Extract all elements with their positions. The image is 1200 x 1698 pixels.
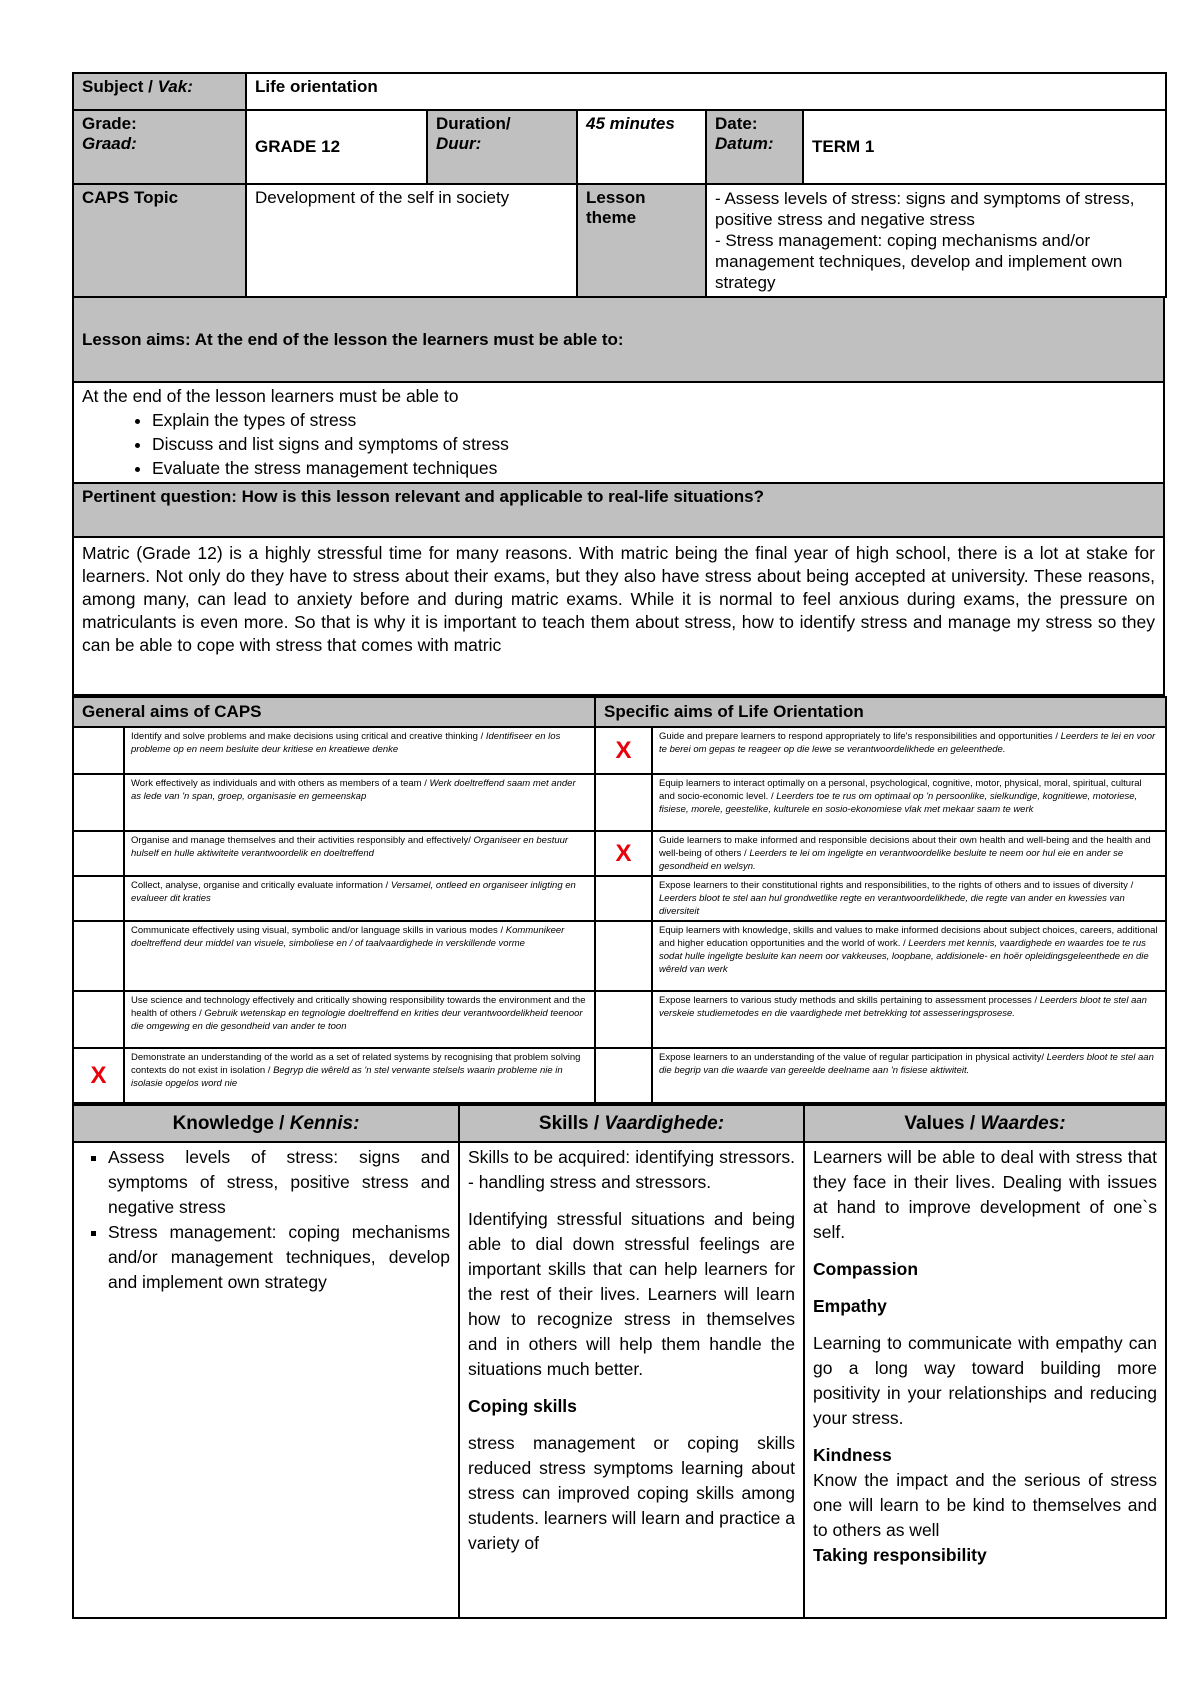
specific-aim-text: Equip learners to interact optimally on a personal, psychological, cognitive, motor, physical, moral, spiritual, cultural and socio-economic level. / Leerders toe te rus om optimaal op 'n persoonlike, sielkundige, kognitiewe, motoriese, fisiese, morele, geestelike, kulturele en sosio-ekonomiese vlak met mekaar saam te werk: [652, 774, 1166, 831]
general-aim-text: Collect, analyse, organise and critically evaluate information / Versamel, ontleed en organiseer inligting en evalueer dit kraties: [124, 876, 595, 921]
list-item: • Discuss and list signs and symptoms of stress: [152, 432, 1155, 456]
table-row: [73, 921, 1166, 991]
general-aim-mark: X: [73, 1048, 124, 1103]
table-row: [73, 1048, 1166, 1103]
specific-aim-mark: X: [595, 831, 652, 876]
duration-label-cell: Duration/ Duur:: [427, 110, 577, 184]
lesson-aims-heading: Lesson aims: At the end of the lesson the learners must be able to:: [73, 298, 1164, 382]
general-aim-text: Demonstrate an understanding of the world as a set of related systems by recognising that problem solving contexts do not exist in isolation / Begryp die wêreld as 'n stel verwante stelsels waarin probleme nie in isolasie opgelos word nie: [124, 1048, 595, 1103]
specific-aim-mark: [595, 1048, 652, 1103]
general-aim-mark: [73, 727, 124, 774]
grade-label-cell: Grade: Graad:: [73, 110, 246, 184]
values-subheading: Compassion: [813, 1259, 919, 1279]
specific-aim-text: Expose learners to various study methods and skills pertaining to assessment processes / Leerders bloot te stel aan verskeie studiemetodes en die vaardighede met betrekking tot assesseringsprosese.: [652, 991, 1166, 1048]
table-row: [73, 876, 1166, 921]
pertinent-heading: Pertinent question: How is this lesson relevant and applicable to real-life situations?: [73, 483, 1164, 537]
date-value: TERM 1: [803, 110, 1166, 184]
values-subheading: Taking responsibility: [813, 1545, 987, 1565]
skills-heading: Skills / Vaardighede:: [459, 1105, 804, 1142]
specific-aim-mark: X: [595, 727, 652, 774]
caps-topic-label: CAPS Topic: [73, 184, 246, 297]
knowledge-cell: [73, 1142, 459, 1618]
specific-aim-text: Expose learners to their constitutional rights and responsibilities, to the rights of others and to issues of diversity / Leerders bloot te stel aan hul grondwetlike regte en verantwoordelikhede, die regte van ander en kwessies van diversiteit: [652, 876, 1166, 921]
list-item: • Explain the types of stress: [152, 408, 1155, 432]
specific-aim-text: Equip learners with knowledge, skills and values to make informed decisions about subject choices, careers, additional and higher education opportunities and the world of work. / Leerders met kennis, vaardighede en waardes toe te rus sodat hulle ingeligte besluite kan neem oor vakkeuses, loopbane, addisionele- en hoër opleidingsgeleenthede en die wêreld van werk: [652, 921, 1166, 991]
lesson-theme-label: Lesson theme: [577, 184, 706, 297]
specific-aim-text: Guide learners to make informed and responsible decisions about their own health and well-being and the health and well-being of others / Leerders te lei om ingeligte en verantwoordelike besluite te neem oor hul eie en ander se gesondheid en welsyn.: [652, 831, 1166, 876]
values-cell: Learners will be able to deal with stress that they face in their lives. Dealing with issues at hand to improve development of one`s self. Compassion Empathy Learning to communicate with empathy can go a long way toward building more positivity in your relationships and reducing your stress. Kindness Know the impact and the serious of stress one will learn to be kind to themselves and to others as well Taking responsibility: [804, 1142, 1166, 1618]
knowledge-list: [78, 1145, 450, 1295]
lesson-aims-list: [82, 408, 1155, 480]
duration-value: 45 minutes: [577, 110, 706, 184]
skills-subheading: Coping skills: [468, 1396, 577, 1416]
values-subheading: Kindness: [813, 1445, 892, 1465]
list-item: ▪ Assess levels of stress: signs and symptoms of stress, positive stress and negative stress: [108, 1145, 450, 1220]
specific-aim-mark: [595, 876, 652, 921]
lesson-theme-value: - Assess levels of stress: signs and symptoms of stress, positive stress and negative stress - Stress management: coping mechanisms and/or management techniques, develop and implement own strategy: [706, 184, 1166, 297]
date-label-cell: Date: Datum:: [706, 110, 803, 184]
table-row: [73, 774, 1166, 831]
general-aim-mark: [73, 774, 124, 831]
table-row: [73, 727, 1166, 774]
subject-label-cell: Subject / Vak:: [73, 73, 246, 110]
caps-topic-value: Development of the self in society: [246, 184, 577, 297]
ksv-table: [72, 1104, 1167, 1619]
general-aim-mark: [73, 991, 124, 1048]
list-item: ▪ Stress management: coping mechanisms and/or management techniques, develop and implement own strategy: [108, 1220, 450, 1295]
values-heading: Values / Waardes:: [804, 1105, 1166, 1142]
general-aim-text: Organise and manage themselves and their activities responsibly and effectively/ Organiseer en bestuur hulself en hulle aktiwiteite verantwoordelik en doeltreffend: [124, 831, 595, 876]
values-subheading: Empathy: [813, 1296, 887, 1316]
specific-aim-text: Guide and prepare learners to respond appropriately to life's responsibilities and opportunities / Leerders te lei en voor te berei om gepas te reageer op die lewe se verantwoordelikhede en geleenthede.: [652, 727, 1166, 774]
lesson-plan-page: [72, 72, 1165, 1619]
grade-value: GRADE 12: [246, 110, 427, 184]
lesson-aims-body: At the end of the lesson learners must be able to • Explain the types of stress • Discuss and list signs and symptoms of stress • Evaluate the stress management techniques: [73, 382, 1164, 483]
subject-value: Life orientation: [246, 73, 1166, 110]
general-aim-text: Use science and technology effectively and critically showing responsibility towards the environment and the health of others / Gebruik wetenskap en tegnologie doeltreffend en krities deur verantwoordelikheid teenoor die omgewing en die gesondheid van ander te toon: [124, 991, 595, 1048]
specific-aim-mark: [595, 774, 652, 831]
table-row: [73, 991, 1166, 1048]
knowledge-heading: Knowledge / Kennis:: [73, 1105, 459, 1142]
specific-aim-text: Expose learners to an understanding of the value of regular participation in physical activity/ Leerders bloot te stel aan die begrip van die waarde van gereelde deelname aan 'n fisiese aktiwiteit.: [652, 1048, 1166, 1103]
specific-aim-mark: [595, 921, 652, 991]
specific-aim-mark: [595, 991, 652, 1048]
general-aim-text: Identify and solve problems and make decisions using critical and creative thinking / Identifiseer en los probleme op en neem besluite deur kritiese en kreatiewe denke: [124, 727, 595, 774]
general-aim-mark: [73, 876, 124, 921]
general-aim-mark: [73, 921, 124, 991]
pertinent-body: Matric (Grade 12) is a highly stressful time for many reasons. With matric being the final year of high school, there is a lot at stake for learners. Not only do they have to stress about their exams, but they also have stress about being accepted at university. These reasons, among many, can lead to anxiety before and during matric exams. While it is normal to feel anxious during exams, the pressure on matriculants is even more. So that is why it is important to teach them about stress, how to identify stress and manage my stress so they can be able to cope with stress that comes with matric: [73, 537, 1164, 695]
list-item: • Evaluate the stress management techniques: [152, 456, 1155, 480]
general-aim-text: Work effectively as individuals and with others as members of a team / Werk doeltreffend saam met ander as lede van 'n span, groep, organisasie en gemeenskap: [124, 774, 595, 831]
general-aims-heading: General aims of CAPS: [73, 697, 595, 727]
general-aim-text: Communicate effectively using visual, symbolic and/or language skills in various modes / Kommunikeer doeltreffend deur middel van visuele, simboliese en / of taalvaardighede in verskillende vorme: [124, 921, 595, 991]
lesson-aims-table: [72, 298, 1165, 696]
general-aim-mark: [73, 831, 124, 876]
aims-table: [72, 696, 1167, 1104]
specific-aims-heading: Specific aims of Life Orientation: [595, 697, 1166, 727]
skills-cell: Skills to be acquired: identifying stressors. - handling stress and stressors. Identifying stressful situations and being able to dial down stressful feelings are important skills that can help learners for the rest of their lives. Learners will learn how to recognize stress in themselves and in others will help them handle the situations much better. Coping skills stress management or coping skills reduced stress symptoms learning about stress can improved coping skills among students. learners will learn and practice a variety of: [459, 1142, 804, 1618]
header-table: [72, 72, 1167, 298]
table-row: [73, 831, 1166, 876]
